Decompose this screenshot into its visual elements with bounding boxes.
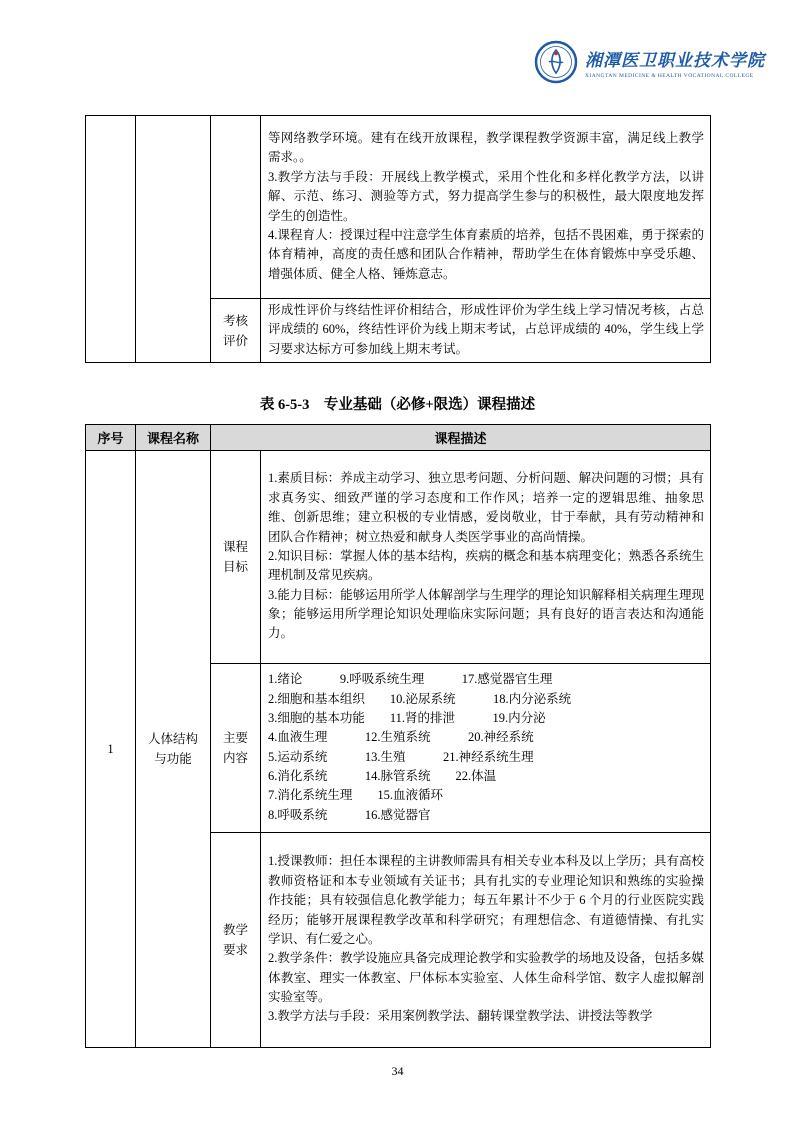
course-seq-cell: 1 <box>86 451 136 1048</box>
section-label-course-objectives: 课程目标 <box>211 451 261 664</box>
header-course-name: 课程名称 <box>136 425 211 451</box>
seq-empty-cell <box>86 116 136 363</box>
course-name-cell: 人体结构与功能 <box>136 451 211 1048</box>
page-number: 34 <box>391 1064 404 1079</box>
course-description-table <box>85 424 711 1048</box>
description-paragraph: 4.课程育人：授课过程中注意学生体育素质的培养，包括不畏困难，勇于探索的体育精神，高度的责任感和团队合作精神，帮助学生在体育锻炼中享受乐趣、增强体质、健全人格、锤炼意志。 <box>268 227 704 281</box>
requirement-paragraph: 2.教学条件：教学设施应具备完成理论教学和实验教学的场地及设备，包括多媒体教室、理实一体教室、尸体标本实验室、人体生命科学馆、数字人虚拟解剖实验室等。 <box>268 951 705 1005</box>
objective-paragraph: 2.知识目标：掌握人体的基本结构，疾病的概念和基本病理变化；熟悉各系统生理机制及常见疾病。 <box>268 548 705 583</box>
objective-paragraph: 1.素质目标：养成主动学习、独立思考问题、分析问题、解决问题的习惯；具有求真务实、细致严谨的学习态度和工作作风；培养一定的逻辑思维、抽象思维、创新思维；建立积极的专业情感，爱岗敬业，甘于奉献，具有劳动精神和团队合作精神；树立热爱和献身人类医学事业的高尚情操。 <box>268 471 705 544</box>
college-logo-emblem-icon <box>534 40 578 84</box>
content-line: 4.血液生理 12.生殖系统 20.神经系统 <box>268 730 534 745</box>
section-label-empty-cell <box>211 116 261 299</box>
previous-course-table <box>85 115 711 363</box>
college-logo-text <box>585 46 765 79</box>
continuation-row <box>86 116 711 299</box>
description-paragraph: 3.教学方法与手段：开展线上教学模式，采用个性化和多样化教学方法，以讲解、示范、练习、测验等方式，努力提高学生参与的积极性，最大限度地发挥学生的创造性。 <box>268 169 704 223</box>
header-seq: 序号 <box>86 425 136 451</box>
section-label-teaching-requirements: 教学要求 <box>211 833 261 1048</box>
course-name-empty-cell <box>136 116 211 363</box>
content-line: 2.细胞和基本组织 10.泌尿系统 18.内分泌系统 <box>268 691 572 706</box>
objective-paragraph: 3.能力目标：能够运用所学人体解剖学与生理学的理论知识解释相关病理生理现象；能够运用所学理论知识处理临床实际问题；具有良好的语言表达和沟通能力。 <box>268 587 705 641</box>
content-line: 7.消化系统生理 15.血液循环 <box>268 788 444 803</box>
header-course-description: 课程描述 <box>211 425 711 451</box>
table-caption: 表 6-5-3 专业基础（必修+限选）课程描述 <box>259 397 536 414</box>
course-row-objectives <box>86 451 711 664</box>
section-label-main-content: 主要内容 <box>211 664 261 833</box>
content-line: 1.绪论 9.呼吸系统生理 17.感觉器官生理 <box>268 672 553 687</box>
section-content-main-content <box>261 664 711 833</box>
requirement-paragraph: 3.教学方法与手段：采用案例教学法、翻转课堂教学法、讲授法等教学 <box>268 1009 653 1024</box>
description-paragraph: 等网络教学环境。建有在线开放课程，教学课程教学资源丰富，满足线上教学需求。。 <box>268 131 704 165</box>
section-content-course-objectives <box>261 451 711 664</box>
section-content-teaching-requirements <box>261 833 711 1048</box>
assessment-label-cell: 考核评价 <box>211 299 261 363</box>
assessment-text: 形成性评价与终结性评价相结合，形成性评价为学生线上学习情况考核，占总评成绩的 60%，终结性评价为线上期末考试，占总评成绩的 40%，学生线上学习要求达标方可参加线上期末考试。 <box>268 303 704 356</box>
college-name-en: XIANGTAN MEDICINE & HEALTH VOCATIONAL COLLEGE <box>585 72 754 79</box>
content-line: 8.呼吸系统 16.感觉器官 <box>268 807 431 822</box>
college-logo <box>534 40 765 84</box>
assessment-content-cell <box>261 299 711 363</box>
college-name-zh: 湘潭医卫职业技术学院 <box>585 50 765 70</box>
content-line: 3.细胞的基本功能 11.肾的排泄 19.内分泌 <box>268 710 546 725</box>
table-header-row <box>86 425 711 451</box>
content-line: 6.消化系统 14.脉管系统 22.体温 <box>268 769 497 783</box>
course-description-continued <box>261 116 711 299</box>
requirement-paragraph: 1.授课教师：担任本课程的主讲教师需具有相关专业本科及以上学历；具有高校教师资格证和本专业领域有关证书；具有扎实的专业理论知识和熟练的实验操作技能；具有较强信息化教学能力；每五年累计不少于 6 个月的行业医院实践经历；能够开展课程教学改革和科学研究；有理想信念、有道德情操、有扎实学识、有仁爱之心。 <box>268 854 705 946</box>
content-line: 5.运动系统 13.生殖 21.神经系统生理 <box>268 749 534 764</box>
